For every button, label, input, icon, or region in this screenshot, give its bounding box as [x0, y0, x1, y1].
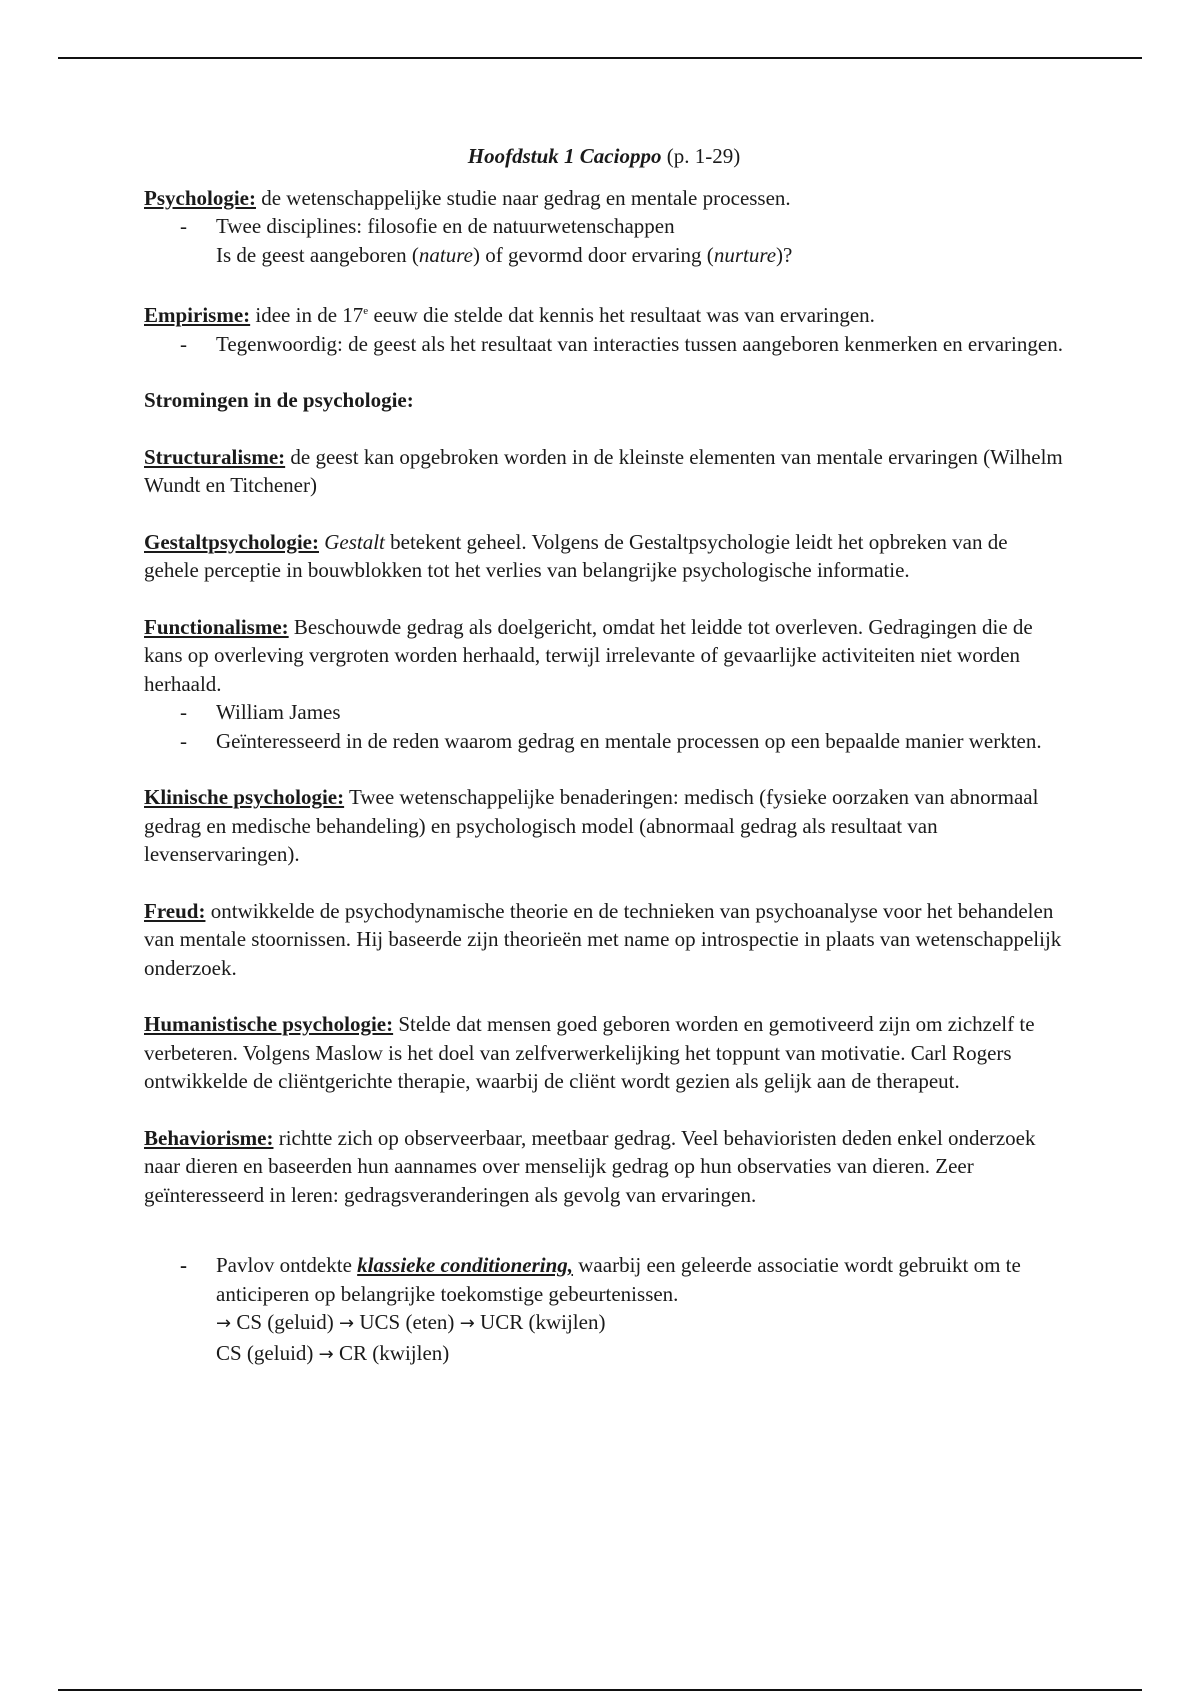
dash-bullet: -: [180, 700, 187, 724]
section-psychologie: [144, 184, 1064, 270]
section-behaviorisme: [144, 1124, 1064, 1210]
list-item: [144, 330, 1064, 359]
document-page: [144, 142, 1064, 1369]
section-klinische: [144, 783, 1064, 869]
arrow-icon: →: [216, 1313, 232, 1334]
dash-bullet: -: [180, 728, 187, 753]
term-humanistische: Humanistische psychologie:: [144, 1012, 394, 1036]
list-item-text: Tegenwoordig: de geest als het resultaat van interacties tussen aangeboren kenmerken en ervaringen.: [216, 331, 1063, 356]
definition-empirisme: idee in de 17: [250, 303, 364, 327]
ucs-label: UCS (eten): [354, 1310, 460, 1334]
definition-gestalt: betekent geheel. Volgens de Gestaltpsychologie leidt het opbreken van de gehele perceptie in bouwblokken tot het verlies van belangrijke psychologische informatie.: [144, 529, 1008, 582]
list-item: [144, 212, 1064, 269]
header-rule: [58, 57, 1142, 59]
term-klassieke-conditionering: klassieke conditionering,: [357, 1253, 574, 1277]
section-functionalisme: [144, 613, 1064, 756]
definition-humanistische: Stelde dat mensen goed geboren worden en gemotiveerd zijn om zichzelf te verbeteren. Volgens Maslow is het doel van zelfverwerkelijking het toppunt van motivatie. Carl Rogers ontwikkelde de cliëntgerichte therapie, waarbij de cliënt wordt gezien als gelijk aan de therapeut.: [144, 1012, 1035, 1093]
section-humanistische: [144, 1010, 1064, 1096]
section-empirisme: [144, 297, 1064, 358]
ucr-label: UCR (kwijlen): [474, 1310, 606, 1334]
list-item-text: Twee disciplines: filosofie en de natuurwetenschappen: [216, 214, 675, 238]
section-gestalt: [144, 528, 1064, 585]
question-part: ) of gevormd door ervaring (: [472, 242, 714, 267]
dash-bullet: -: [180, 1253, 187, 1277]
section-structuralisme: [144, 443, 1064, 500]
spacer: [144, 1237, 1064, 1251]
superscript: e: [363, 305, 369, 317]
term-nature: nature: [418, 242, 473, 267]
question-part: )?: [776, 242, 793, 267]
arrow-icon: →: [339, 1313, 355, 1334]
dash-bullet: -: [180, 214, 187, 238]
term-gestalt: Gestaltpsychologie:: [144, 529, 319, 554]
section-freud: [144, 897, 1064, 983]
title-pages: (p. 1-29): [661, 144, 741, 168]
list-item: [144, 1251, 1064, 1369]
pavlov-text-cont: waarbij een geleerde associatie wordt gebruikt om te anticiperen op belangrijke toekomstige gebeurtenissen.: [216, 1253, 1021, 1306]
footer-rule: [58, 1689, 1142, 1691]
arrow-icon: →: [318, 1343, 334, 1365]
cs-label: CS (geluid): [216, 1340, 319, 1365]
definition-freud: ontwikkelde de psychodynamische theorie en de technieken van psychoanalyse voor het behandelen van mentale stoornissen. Hij baseerde zijn theorieën met name op introspectie in plaats van wetenschappelijk onderzoek.: [144, 898, 1062, 980]
term-nurture: nurture: [713, 242, 777, 267]
section-heading: Stromingen in de psychologie:: [144, 388, 414, 412]
definition-empirisme-cont: eeuw die stelde dat kennis het resultaat was van ervaringen.: [368, 303, 875, 327]
cr-label: CR (kwijlen): [333, 1340, 450, 1365]
term-klinische: Klinische psychologie:: [144, 785, 345, 809]
list-functionalisme: [144, 698, 1064, 755]
list-item: [144, 698, 1064, 727]
list-empirisme: [144, 330, 1064, 359]
pavlov-text: Pavlov ontdekte: [216, 1253, 358, 1277]
term-behaviorisme: Behaviorisme:: [144, 1125, 274, 1150]
definition-structuralisme: de geest kan opgebroken worden in de kleinste elementen van mentale ervaringen (Wilhelm Wundt en Titchener): [144, 444, 1063, 497]
list-item: [144, 727, 1064, 756]
page-title: [144, 142, 1064, 171]
term-empirisme: Empirisme:: [144, 303, 251, 327]
term-functionalisme: Functionalisme:: [144, 614, 289, 639]
term-gestalt-italic: Gestalt: [324, 529, 385, 554]
term-psychologie: Psychologie:: [144, 185, 256, 210]
list-item-text: Geïnteresseerd in de reden waarom gedrag en mentale processen op een bepaalde manier werkten.: [216, 728, 1042, 753]
definition-klinische: Twee wetenschappelijke benaderingen: medisch (fysieke oorzaken van abnormaal gedrag en medische behandeling) en psychologisch model (abnormaal gedrag als resultaat van levenservaringen).: [144, 785, 1039, 866]
cs-label: CS (geluid): [231, 1310, 340, 1334]
question-part: Is de geest aangeboren (: [216, 242, 419, 267]
list-pavlov: [144, 1251, 1064, 1369]
definition-functionalisme: Beschouwde gedrag als doelgericht, omdat het leidde tot overleven. Gedragingen die de kans op overleving vergroten worden herhaald, terwijl irrelevante of gevaarlijke activiteiten niet worden herhaald.: [144, 614, 1033, 696]
dash-bullet: -: [180, 331, 187, 356]
arrow-icon: →: [459, 1313, 475, 1334]
term-freud: Freud:: [144, 898, 206, 923]
title-main: Hoofdstuk 1 Cacioppo: [467, 144, 662, 168]
list-item-text: William James: [216, 700, 341, 724]
term-structuralisme: Structuralisme:: [144, 444, 286, 469]
list-psychologie: [144, 212, 1064, 269]
definition-psychologie: de wetenschappelijke studie naar gedrag en mentale processen.: [255, 185, 791, 210]
definition-behaviorisme: richtte zich op observeerbaar, meetbaar gedrag. Veel behavioristen deden enkel onderzoek naar dieren en baseerden hun aannames over menselijk gedrag op hun observaties van dieren. Zeer geïnteresseerd in leren: gedragsveranderingen als gevolg van ervaringen.: [144, 1125, 1036, 1207]
